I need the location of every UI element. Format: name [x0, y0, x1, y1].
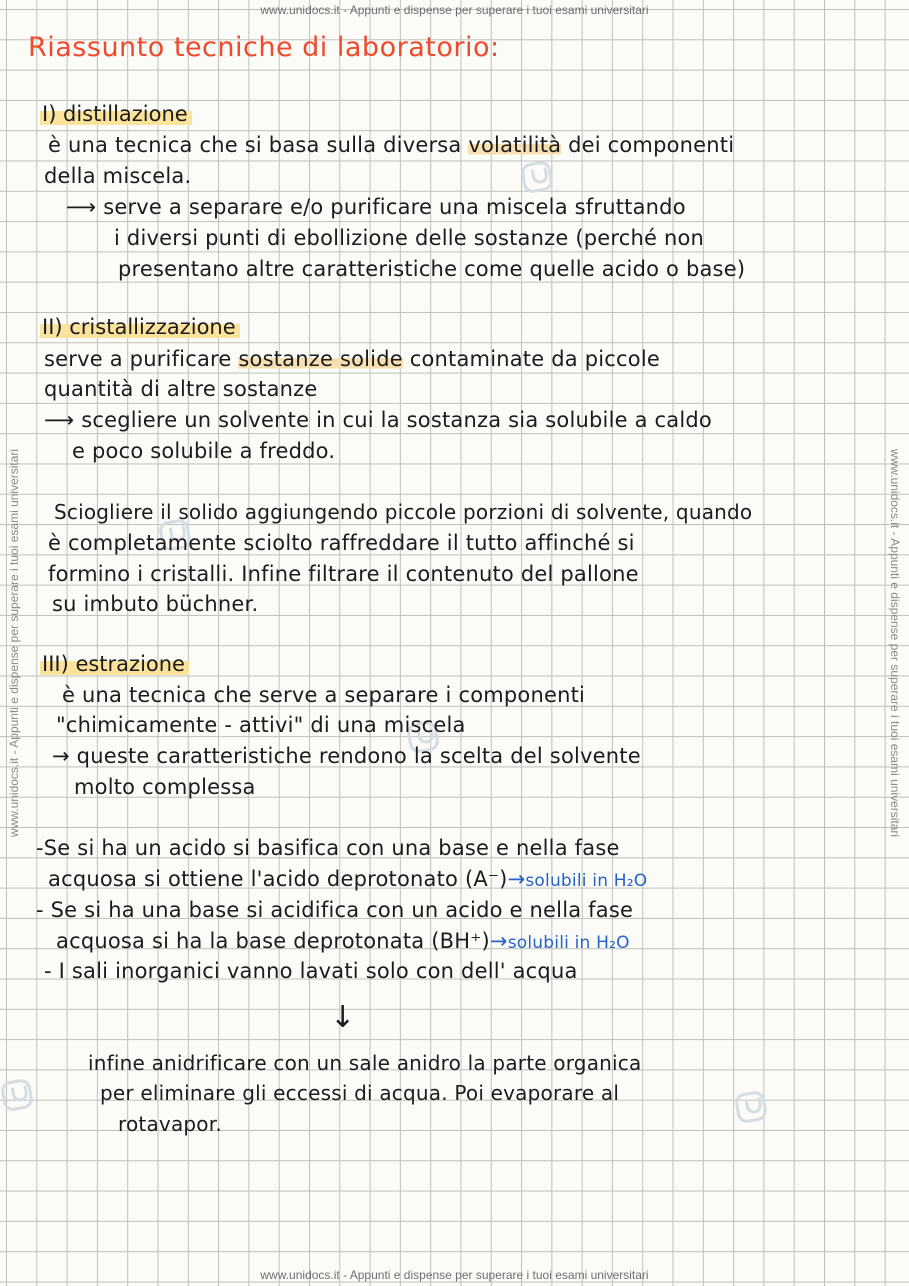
watermark-left: www.unidocs.it - Appunti e dispense per superare i tuoi esami universitari	[7, 448, 21, 838]
text-line: per eliminare gli eccessi di acqua. Poi evaporare al	[100, 1081, 620, 1105]
text-line: ⟶ serve a separare e/o purificare una miscela sfruttando	[66, 195, 686, 219]
text-line: è una tecnica che si basa sulla diversa volatilità dei componenti	[48, 133, 735, 157]
text-line: ⟶ scegliere un solvente in cui la sostanza sia solubile a caldo	[44, 408, 712, 432]
arrow-right-icon: →	[489, 929, 508, 953]
text-line: - Se si ha una base si acidifica con un acido e nella fase	[36, 898, 634, 922]
text-line: acquosa si ha la base deprotonata (BH⁺)→solubili in H₂O	[56, 929, 630, 953]
text-line: - I sali inorganici vanno lavati solo con dell' acqua	[44, 959, 578, 983]
text-line: formino i cristalli. Infine filtrare il contenuto del pallone	[48, 562, 639, 586]
highlight-volatilita: volatilità	[468, 133, 562, 157]
text-line: della miscela.	[44, 164, 192, 188]
text-line: presentano altre caratteristiche come quelle acido o base)	[118, 257, 746, 281]
unidocs-logo-icon	[734, 1090, 769, 1125]
page-title: Riassunto tecniche di laboratorio:	[28, 32, 500, 63]
watermark-top: www.unidocs.it - Appunti e dispense per superare i tuoi esami universitari	[260, 3, 649, 17]
arrow-right-icon: →	[507, 867, 526, 891]
text-line: e poco solubile a freddo.	[72, 439, 336, 463]
section-heading-distillazione: I) distillazione	[40, 102, 192, 126]
highlight-sostanze-solide: sostanze solide	[238, 347, 403, 371]
arrow-right-icon: ⟶	[44, 408, 75, 432]
text-line: è una tecnica che serve a separare i componenti	[62, 683, 586, 707]
text-line: infine anidrificare con un sale anidro la parte organica	[88, 1051, 642, 1075]
text-line: → queste caratteristiche rendono la scelta del solvente	[52, 744, 641, 768]
arrow-right-icon: →	[52, 744, 70, 768]
text-line: rotavapor.	[118, 1112, 222, 1136]
text-line: su imbuto büchner.	[52, 592, 259, 616]
note-solubili: solubili in H₂O	[507, 933, 630, 953]
text-line: quantità di altre sostanze	[44, 377, 318, 401]
text-line: "chimicamente - attivi" di una miscela	[56, 713, 466, 737]
note-solubili: solubili in H₂O	[525, 871, 648, 891]
section-heading-estrazione: III) estrazione	[40, 652, 189, 676]
text-line: è completamente sciolto raffreddare il tutto affinché si	[48, 531, 635, 555]
section-heading-cristallizzazione: II) cristallizzazione	[40, 315, 240, 339]
unidocs-logo-icon	[0, 1078, 34, 1113]
text-line: molto complessa	[74, 775, 256, 799]
text-line: acquosa si ottiene l'acido deprotonato (A⁻)→solubili in H₂O	[48, 867, 648, 891]
watermark-right: www.unidocs.it - Appunti e dispense per superare i tuoi esami universitari	[888, 448, 902, 838]
arrow-right-icon: ⟶	[66, 195, 97, 219]
text-line: -Se si ha un acido si basifica con una base e nella fase	[36, 836, 620, 860]
text-line: serve a purificare sostanze solide contaminate da piccole	[44, 347, 660, 371]
watermark-bottom: www.unidocs.it - Appunti e dispense per superare i tuoi esami universitari	[260, 1268, 649, 1282]
arrow-down-icon: ↓	[330, 1000, 356, 1035]
text-line: Sciogliere il solido aggiungendo piccole porzioni di solvente, quando	[54, 500, 753, 524]
text-line: i diversi punti di ebollizione delle sostanze (perché non	[114, 226, 705, 250]
unidocs-logo-icon	[520, 160, 555, 195]
